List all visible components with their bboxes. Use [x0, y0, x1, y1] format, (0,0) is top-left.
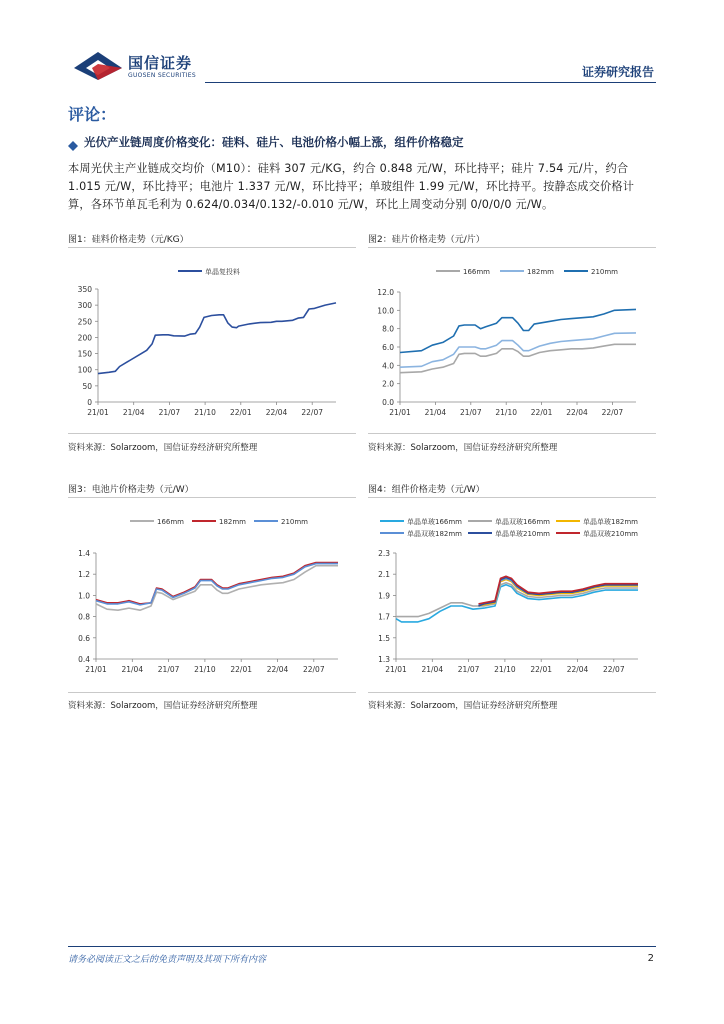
- x-tick-label: 21/01: [85, 665, 107, 674]
- x-tick-label: 21/04: [122, 408, 145, 417]
- report-type: 证券研究报告: [581, 65, 654, 79]
- y-tick-label: 2.3: [378, 549, 390, 558]
- x-tick-label: 22/07: [601, 408, 624, 417]
- y-tick-label: 200: [77, 333, 92, 343]
- x-tick-label: 21/04: [421, 665, 444, 674]
- page-number: 2: [647, 953, 654, 964]
- legend-label: 182mm: [219, 518, 246, 526]
- fig4-source: 资料来源：Solarzoom，国信证券经济研究所整理: [368, 701, 558, 711]
- y-tick-label: 2.0: [382, 379, 394, 389]
- legend-label: 单晶双玻182mm: [407, 530, 462, 538]
- y-tick-label: 6.0: [382, 343, 394, 352]
- y-tick-label: 4.0: [382, 361, 394, 371]
- fig3-bottom-rule: [68, 692, 356, 693]
- x-tick-label: 21/01: [389, 408, 411, 417]
- x-tick-label: 21/10: [194, 665, 216, 674]
- fig3-source: 资料来源：Solarzoom，国信证券经济研究所整理: [68, 701, 258, 711]
- x-tick-label: 21/07: [457, 665, 480, 674]
- legend-label: 单晶双玻210mm: [583, 530, 638, 538]
- y-tick-label: 0.4: [78, 655, 90, 664]
- fig1-source: 资料来源：Solarzoom，国信证券经济研究所整理: [68, 443, 258, 453]
- y-tick-label: 150: [77, 349, 92, 359]
- x-tick-label: 22/01: [230, 665, 253, 674]
- brand-name-cn: 国信证券: [128, 54, 193, 72]
- y-tick-label: 1.2: [78, 570, 90, 580]
- y-tick-label: 0.6: [78, 633, 90, 643]
- fig1-bottom-rule: [68, 433, 356, 434]
- x-tick-label: 22/01: [530, 408, 553, 417]
- legend-label: 166mm: [157, 518, 184, 526]
- x-tick-label: 22/01: [229, 408, 252, 417]
- x-tick-label: 22/04: [566, 665, 589, 674]
- section-subtitle: 光伏产业链周度价格变化：硅料、硅片、电池价格小幅上涨，组件价格稳定: [84, 135, 464, 149]
- x-tick-label: 22/04: [566, 408, 588, 417]
- x-tick-label: 21/01: [385, 665, 407, 674]
- y-tick-label: 2.1: [378, 570, 390, 580]
- y-tick-label: 1.5: [378, 633, 390, 643]
- x-tick-label: 22/04: [266, 665, 289, 674]
- brand-name-en: GUOSEN SECURITIES: [128, 72, 197, 79]
- x-tick-label: 21/10: [495, 408, 518, 417]
- y-tick-label: 100: [77, 365, 92, 375]
- fig1-top-rule: [68, 247, 356, 248]
- y-tick-label: 8.0: [382, 324, 394, 334]
- x-tick-label: 21/10: [194, 408, 216, 417]
- legend-label: 单晶单玻166mm: [407, 518, 462, 526]
- section-title: 评论：: [68, 105, 117, 124]
- x-tick-label: 22/01: [530, 665, 553, 674]
- x-tick-label: 22/07: [302, 665, 325, 674]
- y-tick-label: 1.0: [78, 591, 90, 601]
- series-line-1: [400, 333, 636, 367]
- x-tick-label: 22/07: [301, 408, 324, 417]
- legend-label: 182mm: [527, 268, 554, 276]
- y-tick-label: 1.9: [378, 591, 390, 601]
- x-tick-label: 21/04: [121, 665, 144, 674]
- y-tick-label: 250: [77, 317, 92, 327]
- section-paragraph: 本周光伏主产业链成交均价（M10）：硅料 307 元/KG，约合 0.848 元/W，环比持平；硅片 7.54 元/片，约合 1.015 元/W，环比持平；电池片 1.337 元/W，环比持平；单玻组件 1.99 元/W，环比持平。按静态成交价格计算，各环节单瓦毛利为 0.624/0.034/0.132/-0.010 元/W，环比上周变动分别 0/0/0/0 元/W。: [68, 162, 635, 211]
- guosen-logo-icon: [72, 50, 124, 82]
- x-tick-label: 21/01: [87, 408, 109, 417]
- series-line-0: [400, 344, 636, 372]
- legend-label: 单晶复投料: [205, 268, 240, 276]
- diamond-bullet-icon: [68, 136, 78, 146]
- fig3-title: 图3：电池片价格走势（元/W）: [68, 485, 194, 495]
- fig2-top-rule: [368, 247, 656, 248]
- y-tick-label: 1.3: [378, 655, 390, 664]
- fig1-chart: [60, 255, 356, 425]
- fig2-title: 图2：硅片价格走势（元/片）: [368, 235, 485, 245]
- y-tick-label: 350: [77, 285, 92, 294]
- footer-disclaimer: 请务必阅读正文之后的免责声明及其项下所有内容: [68, 955, 267, 965]
- fig2-source: 资料来源：Solarzoom，国信证券经济研究所整理: [368, 443, 558, 453]
- fig4-chart: [360, 505, 656, 685]
- x-tick-label: 21/07: [158, 408, 181, 417]
- fig2-bottom-rule: [368, 433, 656, 434]
- legend-label: 单晶单玻182mm: [583, 518, 638, 526]
- x-tick-label: 21/07: [157, 665, 180, 674]
- series-line-0: [98, 303, 336, 374]
- y-tick-label: 50: [82, 381, 92, 391]
- y-tick-label: 0: [87, 398, 92, 407]
- y-tick-label: 0.8: [78, 612, 90, 622]
- y-tick-label: 300: [77, 301, 92, 311]
- legend-label: 166mm: [463, 268, 490, 276]
- fig2-chart: [360, 255, 656, 425]
- footer-divider: [68, 946, 656, 947]
- legend-label: 210mm: [591, 268, 618, 276]
- x-tick-label: 22/04: [265, 408, 288, 417]
- fig4-title: 图4：组件价格走势（元/W）: [368, 485, 485, 495]
- fig3-chart: [60, 505, 356, 685]
- y-tick-label: 10.0: [377, 306, 394, 316]
- y-tick-label: 1.4: [78, 549, 90, 558]
- legend-label: 单晶双玻166mm: [495, 518, 550, 526]
- fig1-title: 图1：硅料价格走势（元/KG）: [68, 235, 189, 245]
- fig4-bottom-rule: [368, 692, 656, 693]
- x-tick-label: 21/10: [494, 665, 516, 674]
- header-divider: [205, 82, 656, 83]
- x-tick-label: 21/04: [424, 408, 447, 417]
- x-tick-label: 22/07: [602, 665, 625, 674]
- y-tick-label: 0.0: [382, 398, 394, 407]
- y-tick-label: 1.7: [378, 612, 390, 622]
- legend-label: 210mm: [281, 518, 308, 526]
- legend-label: 单晶单玻210mm: [495, 530, 550, 538]
- x-tick-label: 21/07: [459, 408, 482, 417]
- y-tick-label: 12.0: [377, 288, 394, 297]
- fig4-top-rule: [368, 497, 656, 498]
- fig3-top-rule: [68, 497, 356, 498]
